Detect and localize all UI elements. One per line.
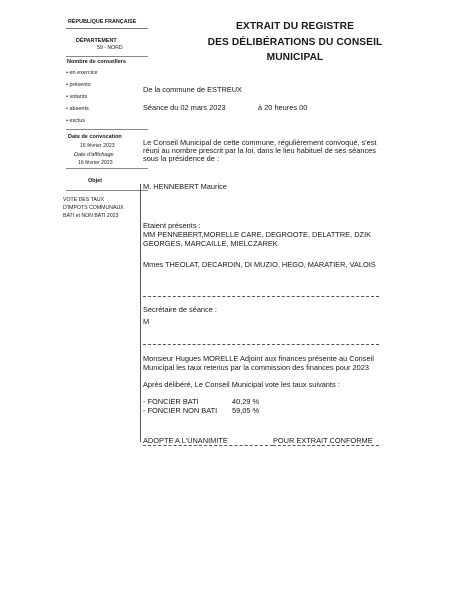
secretary-label: Secrétaire de séance : xyxy=(143,305,217,314)
intro-line2: réuni au nombre prescrit par la loi, dans le lieu habituel de ses séances xyxy=(143,146,376,155)
count-excluded: • exclus xyxy=(66,118,86,124)
meeting-date: Séance du 02 mars 2023 xyxy=(143,103,226,112)
councillors-label: Nombre de conseillers xyxy=(67,59,126,65)
rate-label-unbuilt: - FONCIER NON BATI xyxy=(143,406,218,415)
bullet-icon: • xyxy=(66,94,68,100)
republic-label: RÉPUBLIQUE FRANÇAISE xyxy=(68,19,137,25)
intro-line3: sous la présidence de : xyxy=(143,154,220,163)
object-label: Objet xyxy=(88,178,103,184)
bullet-icon: • xyxy=(66,82,68,88)
document-title-line2: DES DÉLIBÉRATIONS DU CONSEIL xyxy=(207,37,383,48)
document-title-line1: EXTRAIT DU REGISTRE xyxy=(236,21,354,32)
rate-value-unbuilt: 59,05 % xyxy=(232,406,260,415)
count-present: • présents xyxy=(66,82,91,88)
bullet-icon: • xyxy=(66,118,68,124)
certified-extract: POUR EXTRAIT CONFORME xyxy=(273,436,373,445)
secretary-value: M xyxy=(143,317,150,326)
footer-underline-left xyxy=(143,445,273,446)
convocation-date: 16 février 2023 xyxy=(80,143,115,149)
column-separator xyxy=(140,184,141,442)
sidebar-top-rule xyxy=(66,56,148,57)
adopted-unanimously: ADOPTE A L'UNANIMITE xyxy=(143,436,228,445)
sidebar-rule-3 xyxy=(66,190,148,191)
bullet-icon: • xyxy=(66,106,68,112)
department-label: DÉPARTEMENT xyxy=(76,38,117,44)
present-label: Etaient présents : xyxy=(143,221,201,230)
department-value: 59 - NORD xyxy=(97,45,123,51)
deliberation-line3: Après délibéré, Le Conseil Municipal vote les taux suivants : xyxy=(143,380,340,389)
header-rule xyxy=(66,28,148,29)
present-line2: GEORGES, MARCAILLE, MIELCZAREK xyxy=(143,239,278,248)
rate-label-built: - FONCIER BATI xyxy=(143,397,199,406)
document-title-line3: MUNICIPAL xyxy=(266,52,324,63)
deliberation-line1: Monsieur Hugues MORELLE Adjoint aux finances présente au Conseil xyxy=(143,354,374,363)
intro-line1: Le Conseil Municipal de cette commune, régulièrement convoqué, s'est xyxy=(143,138,377,147)
footer-underline-right xyxy=(273,445,379,446)
posting-date: 16 février 2023 xyxy=(78,160,113,166)
divider-dashed-2 xyxy=(143,344,379,345)
posting-label: Date d'affichage xyxy=(74,152,114,158)
object-text-3: BATI et NON BATI 2023 xyxy=(63,213,119,219)
count-absent: • absents xyxy=(66,106,89,112)
object-text-2: D'IMPOTS COMMUNAUX xyxy=(63,205,124,211)
convocation-label: Date de convocation xyxy=(68,134,122,140)
sidebar-rule-1 xyxy=(66,129,148,130)
count-voters: • votants xyxy=(66,94,88,100)
object-text-1: VOTE DES TAUX xyxy=(63,197,105,203)
meeting-time: à 20 heures 00 xyxy=(258,103,308,112)
deliberation-line2: Municipal les taux retenus par la commission des finances pour 2023 xyxy=(143,363,369,372)
divider-dashed-1 xyxy=(143,296,379,297)
commune-line: De la commune de ESTREUX xyxy=(143,85,242,94)
count-in-office: • en exercice xyxy=(66,70,98,76)
president-name: M. HENNEBERT Maurice xyxy=(143,182,227,191)
present-line1: MM PENNEBERT,MORELLE CARE, DEGROOTE, DELATTRE, DZIK xyxy=(143,230,372,239)
bullet-icon: • xyxy=(66,70,68,76)
present-line3: Mmes THEOLAT, DECARDIN, DI MUZIO, HEGO, MARATIER, VALOIS xyxy=(143,260,376,269)
sidebar-rule-2 xyxy=(66,168,148,169)
rate-value-built: 40,29 % xyxy=(232,397,260,406)
